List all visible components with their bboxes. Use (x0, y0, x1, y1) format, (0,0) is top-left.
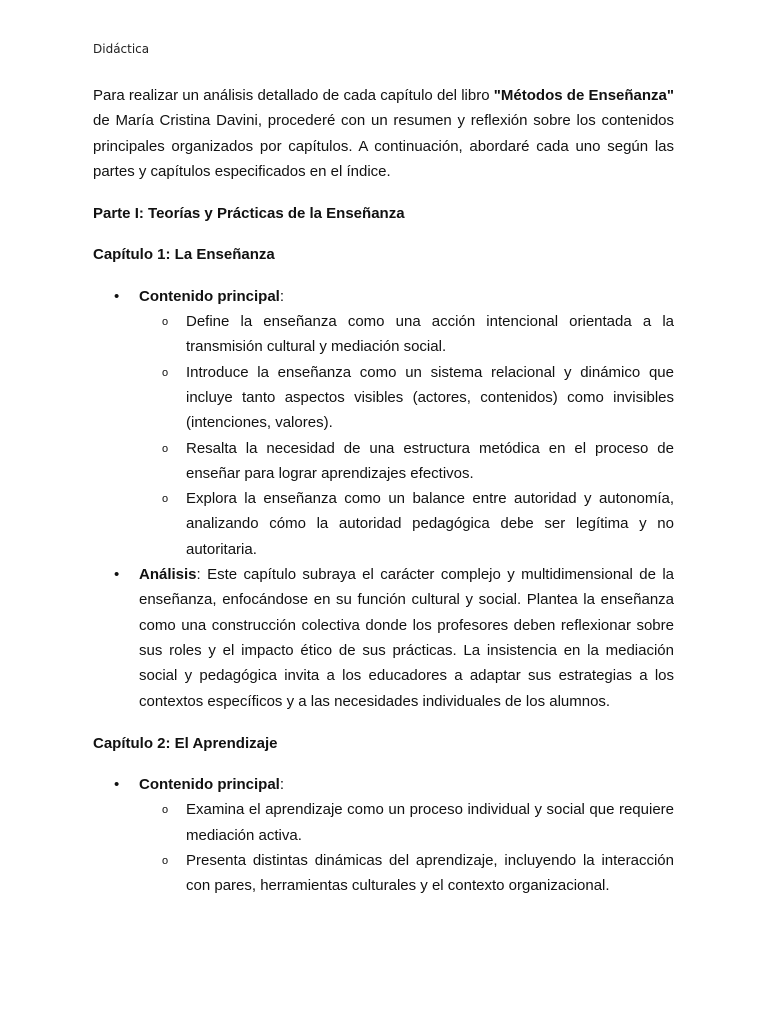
page-header: Didáctica (93, 42, 150, 56)
chapter2-heading: Capítulo 2: El Aprendizaje (93, 734, 278, 752)
list-item (139, 486, 674, 562)
chapter2-content-list (139, 797, 674, 898)
list-item (139, 797, 674, 848)
list-item-text: Introduce la enseñanza como un sistema relacional y dinámico que incluye tanto aspectos visibles (actores, contenidos) como invisibles (intenciones, valores). (186, 363, 674, 432)
intro-text-start: Para realizar un análisis detallado de cada capítulo del libro (93, 87, 494, 104)
bullet-icon: • (114, 287, 120, 305)
list-item (93, 772, 674, 898)
list-item-text: Examina el aprendizaje como un proceso individual y social que requiere mediación activa. (186, 801, 674, 844)
sub-bullet-icon: o (162, 493, 169, 506)
sub-bullet-icon: o (162, 366, 169, 379)
content-label: Contenido principal (139, 287, 280, 305)
list-item (93, 562, 674, 714)
list-item (93, 284, 674, 562)
book-title: "Métodos de Enseñanza" (493, 87, 674, 104)
sub-bullet-icon: o (162, 442, 169, 455)
sub-bullet-icon: o (162, 316, 169, 329)
chapter1-content-list (139, 309, 674, 562)
list-item (139, 436, 674, 487)
content-label: Contenido principal (139, 776, 280, 794)
list-item (139, 848, 674, 899)
intro-paragraph (93, 83, 674, 184)
colon: : (279, 287, 285, 305)
document-body (93, 83, 674, 899)
bullet-icon: • (114, 566, 120, 584)
chapter1-heading: Capítulo 1: La Enseñanza (93, 246, 275, 264)
list-item (139, 309, 674, 360)
list-item (139, 360, 674, 436)
bullet-icon: • (114, 776, 120, 794)
analysis-label: Análisis (139, 566, 197, 584)
colon: : (279, 776, 285, 794)
intro-text-end: de María Cristina Davini, procederé con un resumen y reflexión sobre los contenidos principales organizados por capítulos. A continuación, abordaré cada uno según las partes y capítulos especificados en el índice. (93, 112, 674, 180)
part-heading: Parte I: Teorías y Prácticas de la Enseñanza (93, 205, 405, 223)
chapter1-list (93, 284, 674, 714)
list-item-text: Explora la enseñanza como un balance entre autoridad y autonomía, analizando cómo la autoridad pedagógica debe ser legítima y no autoritaria. (186, 490, 674, 558)
sub-bullet-icon: o (162, 855, 169, 868)
sub-bullet-icon: o (162, 804, 169, 817)
analysis-text: : Este capítulo subraya el carácter complejo y multidimensional de la enseñanza, enfocándose en su función cultural y social. Plantea la enseñanza como una construcción colectiva donde los profesores deben reflexionar sobre sus roles y el impacto ético de sus prácticas. La insistencia en la mediación social y pedagógica invita a los educadores a adaptar sus estrategias a los contextos específicos y a las necesidades individuales de los alumnos. (139, 566, 674, 710)
chapter2-list (93, 772, 674, 898)
list-item-text: Define la enseñanza como una acción intencional orientada a la transmisión cultural y mediación social. (186, 313, 674, 356)
list-item-text: Resalta la necesidad de una estructura metódica en el proceso de enseñar para lograr aprendizajes efectivos. (186, 439, 674, 482)
list-item-text: Presenta distintas dinámicas del aprendizaje, incluyendo la interacción con pares, herramientas culturales y el contexto organizacional. (186, 852, 674, 895)
